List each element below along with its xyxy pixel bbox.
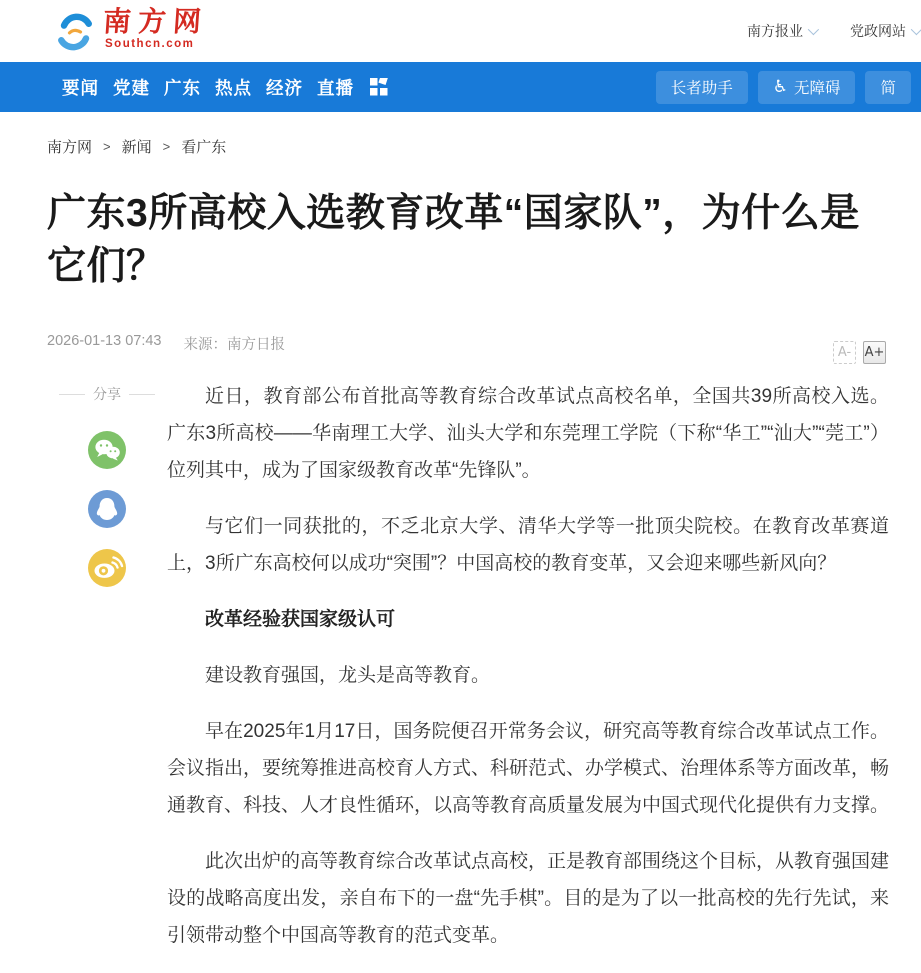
wheelchair-icon: ♿ bbox=[772, 76, 788, 97]
breadcrumb-news[interactable]: 新闻 bbox=[121, 139, 152, 156]
article-date: 2026-01-13 07:43 bbox=[47, 333, 162, 349]
article-body bbox=[167, 378, 889, 973]
header-link-gov-sites[interactable]: 党政网站 bbox=[850, 21, 919, 41]
nav-item-yaowen[interactable]: 要闻 bbox=[62, 77, 99, 98]
font-increase-button[interactable]: A+ bbox=[863, 341, 886, 364]
nav-item-zhibo[interactable]: 直播 bbox=[317, 77, 354, 98]
chevron-down-icon bbox=[911, 24, 921, 35]
site-header bbox=[0, 0, 921, 62]
logo-subtitle: Southcn.com bbox=[105, 38, 195, 50]
article-source: 来源：南方日报 bbox=[183, 337, 285, 353]
breadcrumb-kan-guangdong[interactable]: 看广东 bbox=[181, 139, 227, 156]
qq-share-icon[interactable] bbox=[88, 490, 126, 528]
share-label: 分享 bbox=[47, 384, 167, 404]
wechat-share-icon[interactable] bbox=[88, 431, 126, 469]
elder-assistant-button[interactable]: 长者助手 bbox=[656, 71, 748, 104]
breadcrumb-separator: > bbox=[162, 139, 171, 154]
breadcrumb bbox=[47, 136, 921, 157]
accessibility-button[interactable]: ♿ 无障碍 bbox=[758, 71, 856, 104]
southcn-swirl-icon bbox=[53, 10, 97, 54]
nav-item-guangdong[interactable]: 广东 bbox=[164, 77, 201, 98]
paragraph: 与它们一同获批的，不乏北京大学、清华大学等一批顶尖院校。在教育改革赛道上，3所广东高校何以成功“突围”？中国高校的教育变革，又会迎来哪些新风向？ bbox=[167, 516, 889, 574]
breadcrumb-home[interactable]: 南方网 bbox=[47, 139, 93, 156]
nav-item-jingji[interactable]: 经济 bbox=[266, 77, 303, 98]
article-meta bbox=[47, 327, 886, 364]
main-nav bbox=[0, 62, 921, 112]
breadcrumb-separator: > bbox=[103, 139, 111, 154]
share-panel bbox=[47, 378, 167, 973]
logo-title: 南方网 bbox=[101, 5, 210, 38]
header-links bbox=[747, 21, 921, 41]
chevron-down-icon bbox=[808, 24, 819, 35]
simplified-chinese-button[interactable]: 简 bbox=[865, 71, 911, 104]
paragraph: 近日，教育部公布首批高等教育综合改革试点高校名单，全国共39所高校入选。广东3所高校——华南理工大学、汕头大学和东莞理工学院（下称“华工”“汕大”“莞工”）位列其中，成为了国家级教育改革“先锋队”。 bbox=[167, 386, 889, 481]
nav-item-redian[interactable]: 热点 bbox=[215, 77, 252, 98]
weibo-share-icon[interactable] bbox=[88, 549, 126, 587]
paragraph: 此次出炉的高等教育综合改革试点高校，正是教育部围绕这个目标，从教育强国建设的战略高度出发，亲自布下的一盘“先手棋”。目的是为了以一批高校的先行先试，来引领带动整个中国高等教育的范式变革。 bbox=[167, 851, 890, 946]
paragraph: 早在2025年1月17日，国务院便召开常务会议，研究高等教育综合改革试点工作。会议指出，要统筹推进高校育人方式、科研范式、办学模式、治理体系等方面改革，畅通教育、科技、人才良性循环，以高等教育高质量发展为中国式现代化提供有力支撑。 bbox=[167, 721, 890, 816]
nav-item-dangjian[interactable]: 党建 bbox=[113, 77, 150, 98]
header-link-nanfang-media[interactable]: 南方报业 bbox=[747, 21, 816, 41]
article-title: 广东3所高校入选教育改革“国家队”，为什么是它们？ bbox=[47, 192, 860, 288]
apps-grid-icon[interactable] bbox=[370, 78, 388, 96]
southcn-logo[interactable] bbox=[53, 5, 210, 54]
paragraph: 建设教育强国，龙头是高等教育。 bbox=[205, 665, 491, 686]
section-heading: 改革经验获国家级认可 bbox=[205, 609, 396, 630]
font-decrease-button[interactable]: A- bbox=[833, 341, 856, 364]
